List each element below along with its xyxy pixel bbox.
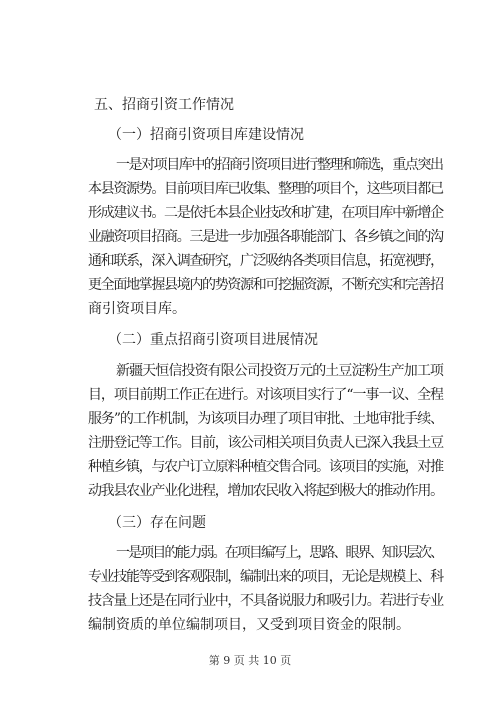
- paragraph-2-line: 注册登记等工作。目前，该公司相关项目负责人已深入我县土豆: [88, 435, 443, 451]
- section-heading: 五、招商引资工作情况: [94, 97, 234, 113]
- paragraph-3-line: 一是项目的能力弱。在项目编写上，思路、眼界、知识层次、: [116, 545, 443, 561]
- paragraph-1-line: 一是对项目库中的招商引资项目进行整理和筛选，重点突出: [116, 157, 443, 173]
- paragraph-1-line: 更全面地掌握县境内的势资源和可挖掘资源，不断充实和完善招: [88, 277, 443, 293]
- paragraph-3-line: 编制资质的单位编制项目，又受到项目资金的限制。: [88, 617, 410, 633]
- paragraph-2-line: 目，项目前期工作正在进行。对该项目实行了“一事一议、全程: [88, 387, 443, 403]
- paragraph-2-line: 新疆天恒信投资有限公司投资万元的土豆淀粉生产加工项: [116, 363, 443, 379]
- paragraph-3-line: 专业技能等受到客观限制，编制出来的项目，无论是规模上、科: [88, 569, 443, 585]
- paragraph-2-line: 服务”的工作机制，为该项目办理了项目审批、土地审批手续、: [88, 411, 443, 427]
- paragraph-3-line: 技含量上还是在同行业中，不具备说服力和吸引力。若进行专业: [88, 593, 443, 609]
- subsection-heading-2: （二）重点招商引资项目进展情况: [108, 332, 318, 348]
- paragraph-1-line: 形成建议书。二是依托本县企业技改和扩建，在项目库中新增企: [88, 205, 443, 221]
- paragraph-1-line: 通和联系，深入调查研究，广泛吸纳各类项目信息，拓宽视野，: [88, 253, 443, 269]
- subsection-heading-1: （一）招商引资项目库建设情况: [108, 127, 304, 143]
- page-number-footer: 第 9 页 共 10 页: [208, 654, 292, 667]
- paragraph-2-line: 动我县农业产业化进程，增加农民收入将起到极大的推动作用。: [88, 483, 443, 499]
- subsection-heading-3: （三）存在问题: [108, 515, 206, 531]
- paragraph-2-line: 种植乡镇，与农户订立原料种植交售合同。该项目的实施，对推: [88, 459, 443, 475]
- paragraph-1-line: 商引资项目库。: [88, 301, 186, 317]
- paragraph-1-line: 业融资项目招商。三是进一步加强各职能部门、各乡镇之间的沟: [88, 229, 443, 245]
- paragraph-1-line: 本县资源势。目前项目库已收集、整理的项目个，这些项目都已: [88, 181, 443, 197]
